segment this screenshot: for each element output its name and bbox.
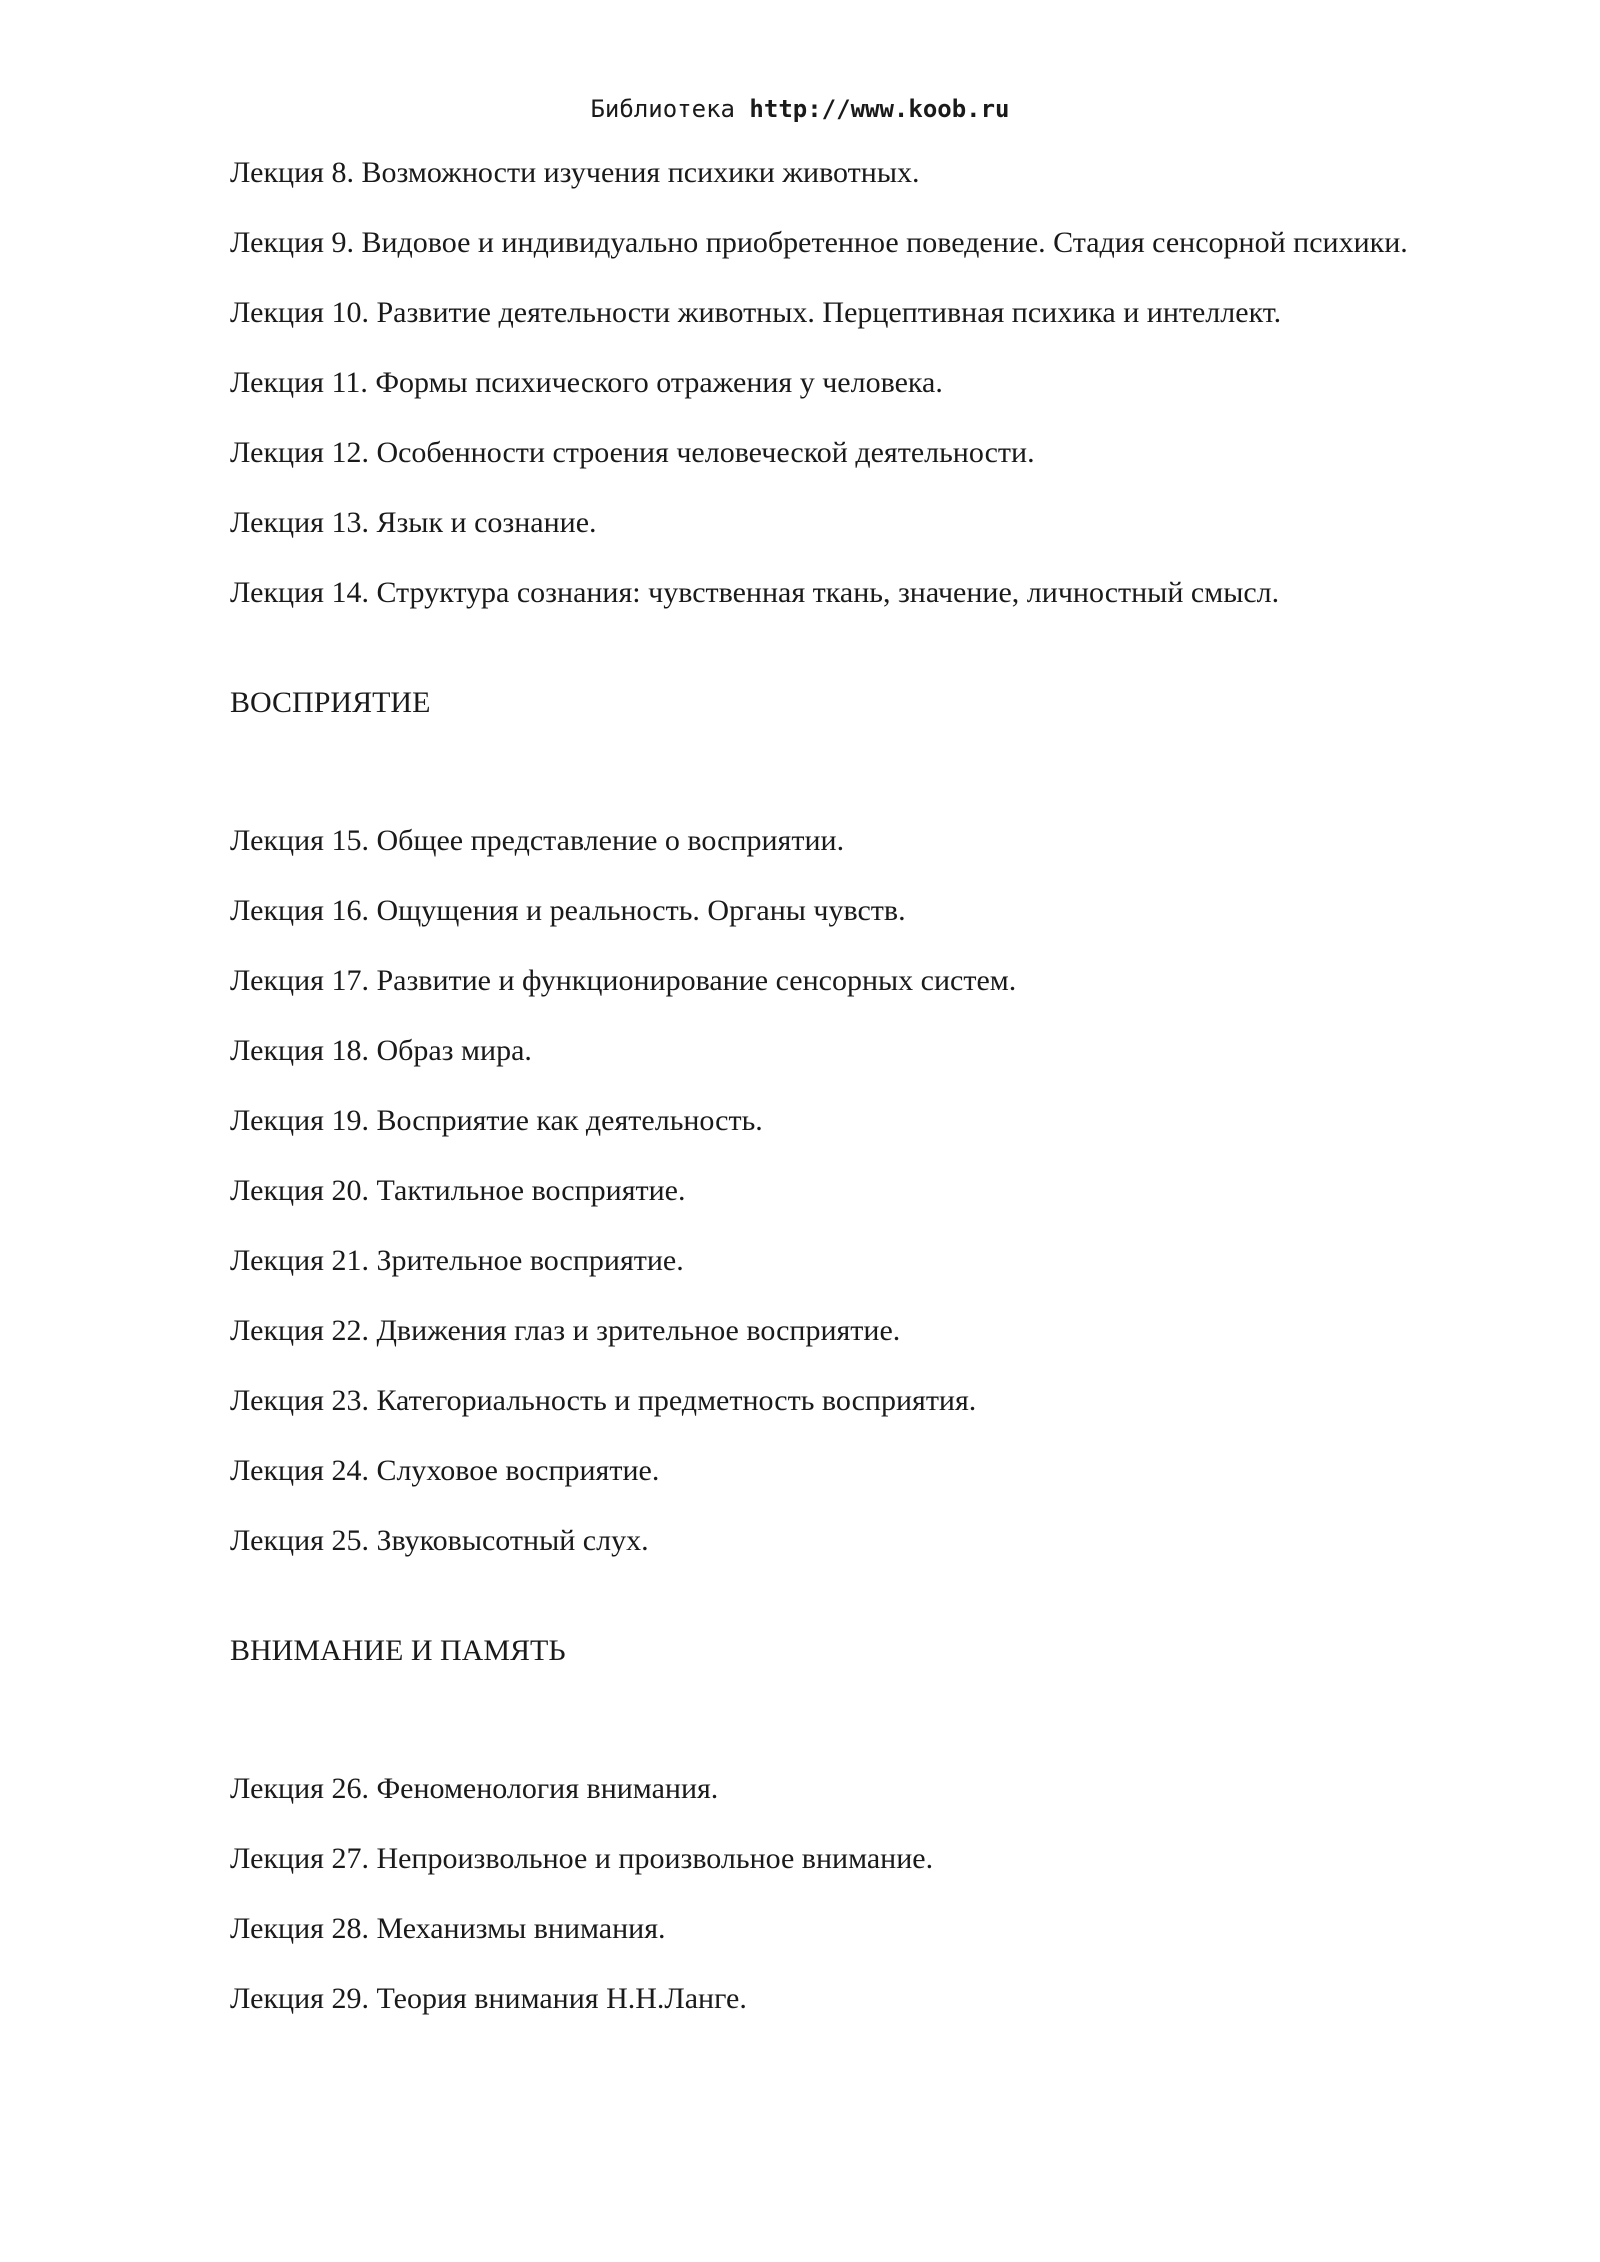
lecture-item: Лекция 8. Возможности изучения психики животных. [230,156,920,189]
lecture-item: Лекция 27. Непроизвольное и произвольное внимание. [230,1842,934,1875]
lecture-item: Лекция 9. Видовое и индивидуально приобретенное поведение. Стадия сенсорной психики. [230,226,1408,259]
lecture-item: Лекция 18. Образ мира. [230,1034,532,1067]
lecture-item: Лекция 21. Зрительное восприятие. [230,1244,684,1277]
lecture-item: Лекция 12. Особенности строения человеческой деятельности. [230,436,1035,469]
table-of-contents [230,152,1496,2048]
lecture-item: Лекция 24. Слуховое восприятие. [230,1454,660,1487]
section-title-attention-memory: ВНИМАНИЕ И ПАМЯТЬ [230,1634,566,1667]
lecture-item: Лекция 16. Ощущения и реальность. Органы чувств. [230,894,906,927]
lecture-item: Лекция 10. Развитие деятельности животных. Перцептивная психика и интеллект. [230,296,1282,329]
lecture-item: Лекция 28. Механизмы внимания. [230,1912,666,1945]
lecture-item: Лекция 20. Тактильное восприятие. [230,1174,686,1207]
page-header [0,94,1600,124]
lecture-item: Лекция 25. Звуковысотный слух. [230,1524,649,1557]
section-title-perception: ВОСПРИЯТИЕ [230,686,431,719]
lecture-item: Лекция 11. Формы психического отражения у человека. [230,366,943,399]
header-url-link[interactable]: http://www.koob.ru [749,95,1010,123]
lecture-item: Лекция 15. Общее представление о восприятии. [230,824,845,857]
lecture-item: Лекция 17. Развитие и функционирование сенсорных систем. [230,964,1017,997]
lecture-item: Лекция 22. Движения глаз и зрительное восприятие. [230,1314,901,1347]
lecture-item: Лекция 14. Структура сознания: чувственная ткань, значение, личностный смысл. [230,576,1280,609]
lecture-item: Лекция 19. Восприятие как деятельность. [230,1104,763,1137]
lecture-item: Лекция 29. Теория внимания Н.Н.Ланге. [230,1982,747,2015]
lecture-item: Лекция 26. Феноменология внимания. [230,1772,719,1805]
lecture-item: Лекция 23. Категориальность и предметность восприятия. [230,1384,977,1417]
lecture-item: Лекция 13. Язык и сознание. [230,506,597,539]
header-library-label: Библиотека [590,95,735,123]
